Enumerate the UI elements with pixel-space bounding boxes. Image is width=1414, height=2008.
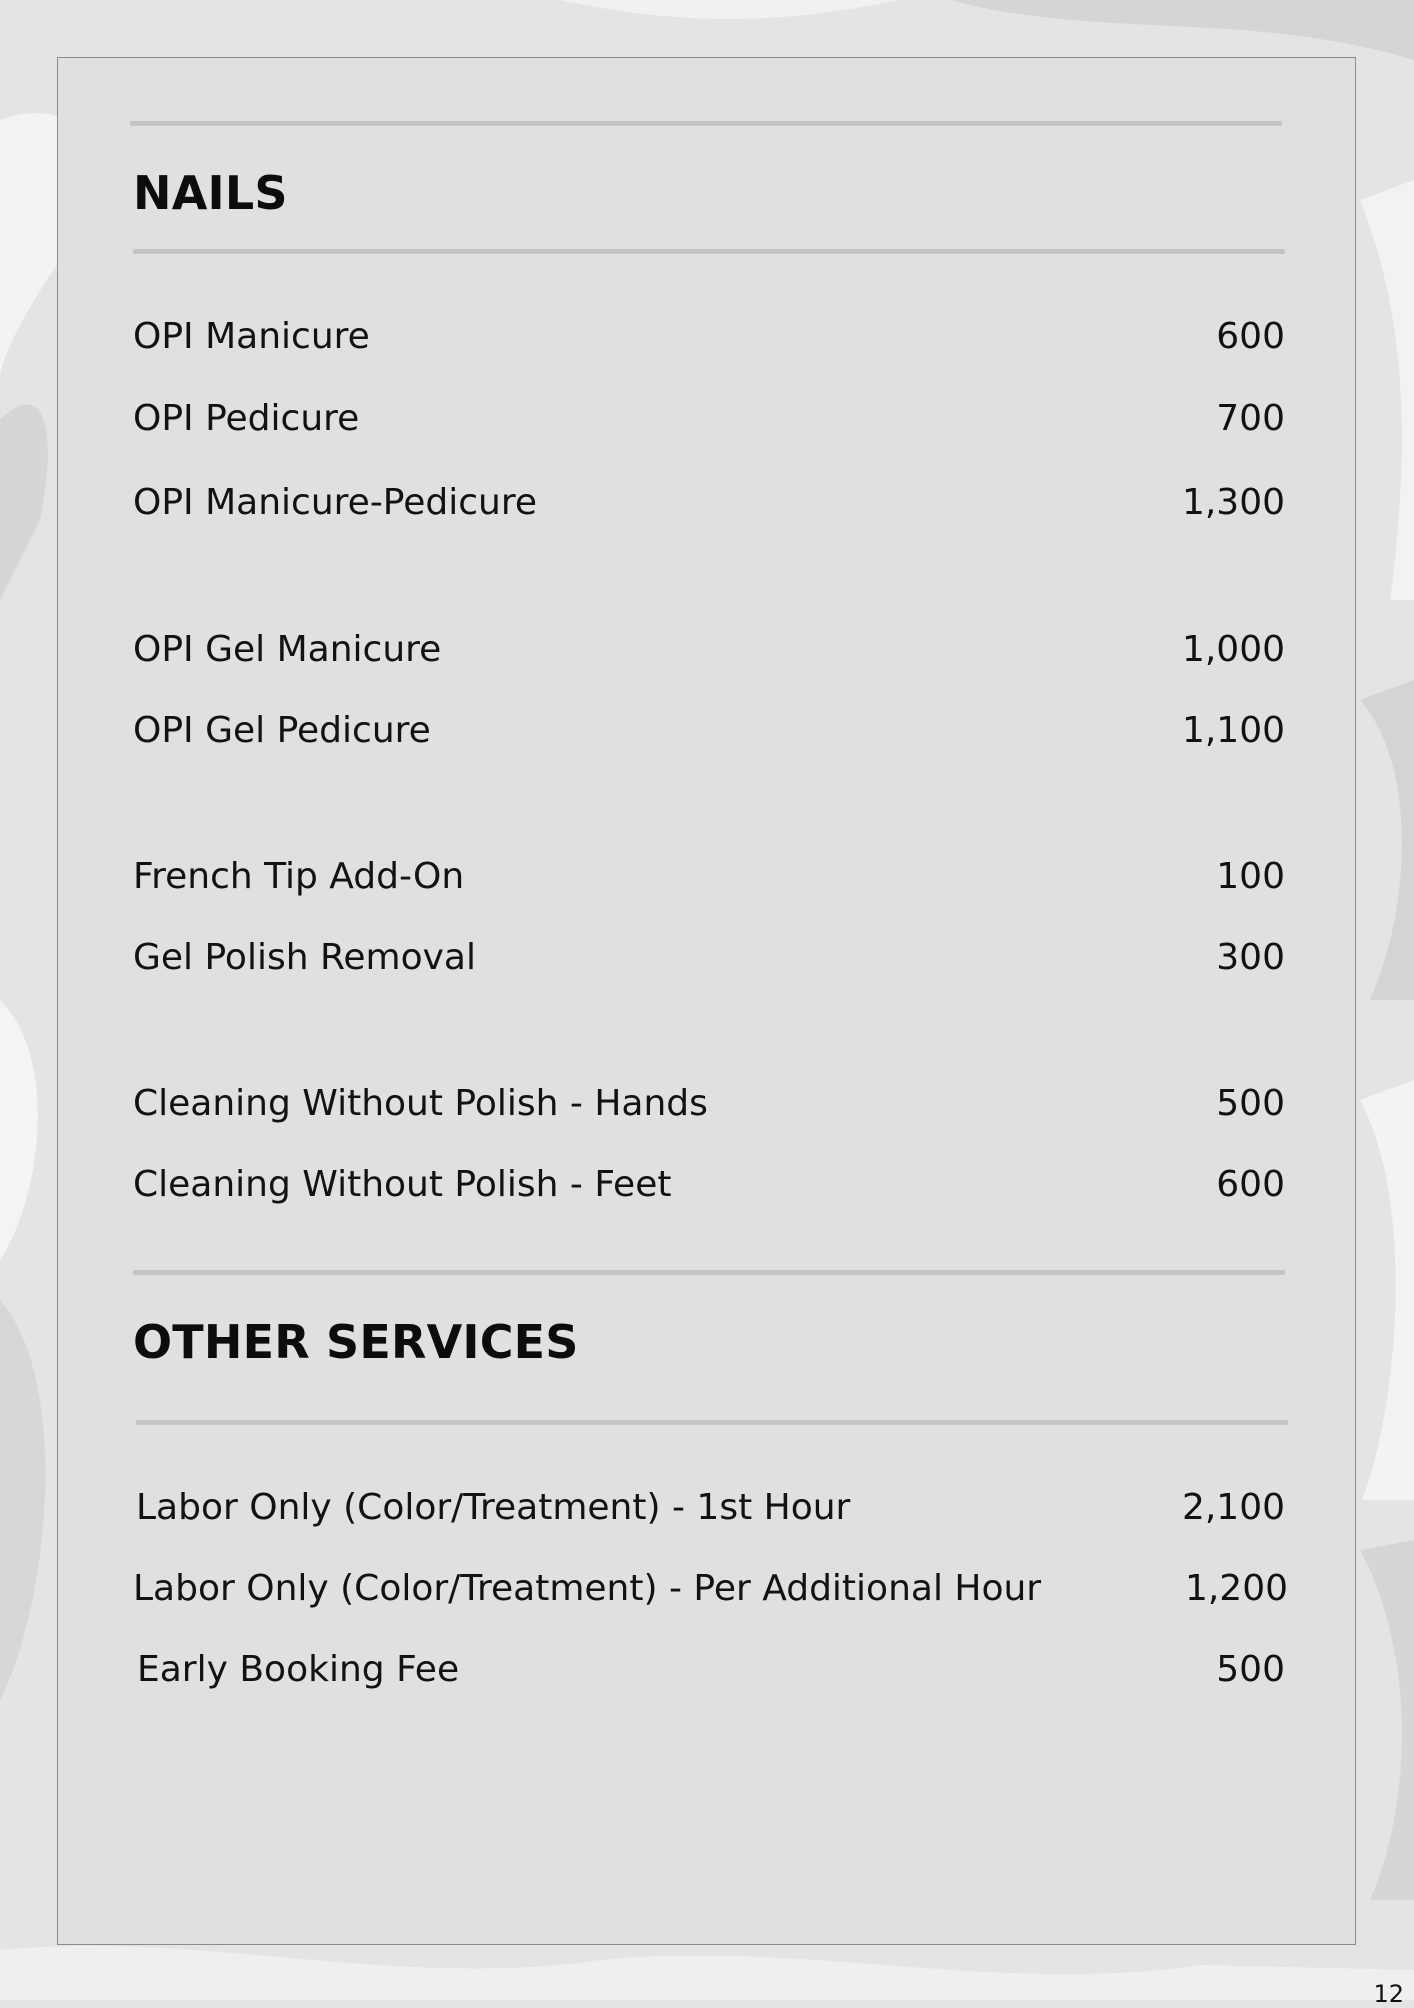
service-name: French Tip Add-On	[133, 855, 465, 897]
service-price: 1,200	[1184, 1567, 1288, 1609]
service-name: Gel Polish Removal	[133, 936, 476, 978]
section-divider	[133, 1270, 1285, 1275]
price-item-opi-manicure	[133, 314, 1285, 358]
service-name: Early Booking Fee	[137, 1648, 460, 1690]
service-price: 500	[1216, 1082, 1285, 1124]
section-divider	[136, 1420, 1288, 1425]
price-item-gel-polish-removal	[133, 935, 1285, 979]
service-price: 500	[1216, 1648, 1285, 1690]
service-price: 300	[1216, 936, 1285, 978]
price-item-opi-gel-manicure	[133, 627, 1285, 671]
price-item-early-booking-fee	[137, 1647, 1285, 1691]
section-title-nails: NAILS	[133, 166, 288, 220]
service-price: 600	[1216, 1163, 1285, 1205]
price-item-labor-first-hour	[136, 1485, 1285, 1529]
price-item-opi-gel-pedicure	[133, 708, 1285, 752]
price-item-opi-pedicure	[133, 396, 1285, 440]
service-name: OPI Manicure-Pedicure	[133, 481, 537, 523]
section-title-other-services: OTHER SERVICES	[133, 1315, 579, 1369]
service-name: OPI Manicure	[133, 315, 370, 357]
service-name: OPI Gel Pedicure	[133, 709, 431, 751]
price-item-labor-additional-hour	[133, 1566, 1288, 1610]
price-item-cleaning-feet	[133, 1162, 1285, 1206]
service-price: 1,100	[1181, 709, 1285, 751]
service-price: 1,000	[1181, 628, 1285, 670]
page-number: 12	[1373, 1980, 1404, 2008]
section-divider	[130, 121, 1282, 126]
service-price: 1,300	[1181, 481, 1285, 523]
service-name: OPI Pedicure	[133, 397, 360, 439]
service-name: Labor Only (Color/Treatment) - 1st Hour	[136, 1486, 851, 1528]
service-name: Cleaning Without Polish - Feet	[133, 1163, 672, 1205]
price-item-opi-manicure-pedicure	[133, 480, 1285, 524]
service-price: 100	[1216, 855, 1285, 897]
service-name: Labor Only (Color/Treatment) - Per Additional Hour	[133, 1567, 1042, 1609]
service-price: 700	[1216, 397, 1285, 439]
service-name: Cleaning Without Polish - Hands	[133, 1082, 708, 1124]
price-list-card	[57, 57, 1356, 1945]
service-price: 2,100	[1181, 1486, 1285, 1528]
price-item-french-tip-add-on	[133, 854, 1285, 898]
price-item-cleaning-hands	[133, 1081, 1285, 1125]
section-divider	[133, 249, 1285, 254]
service-name: OPI Gel Manicure	[133, 628, 442, 670]
service-price: 600	[1216, 315, 1285, 357]
